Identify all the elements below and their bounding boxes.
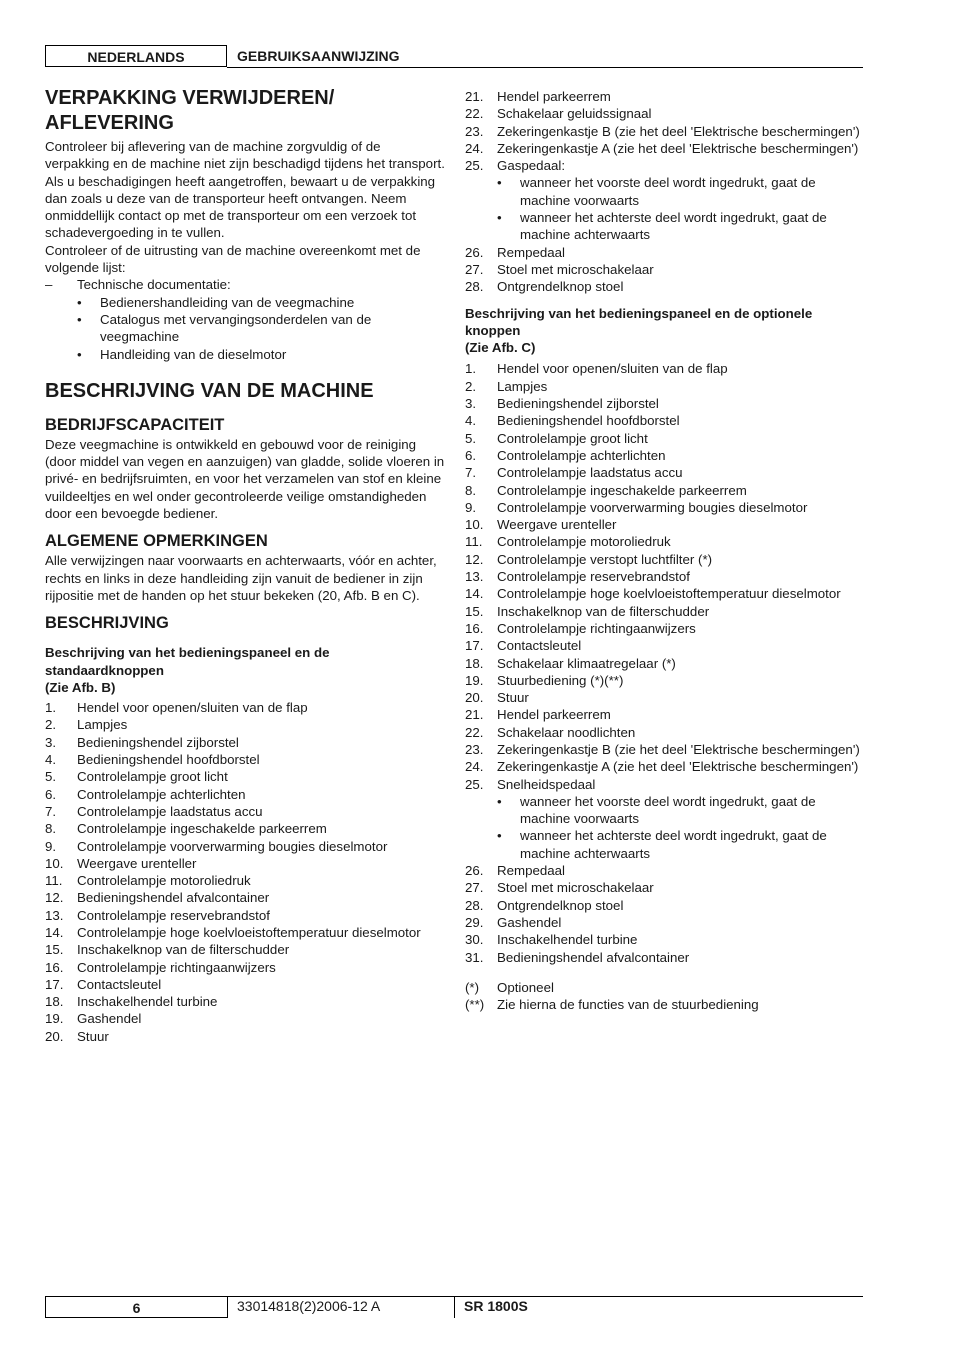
heading-capacity: BEDRIJFSCAPACITEIT (45, 415, 225, 434)
list-item-number: 4. (465, 413, 477, 429)
list-item (45, 1010, 445, 1027)
list-item-number: 7. (45, 803, 57, 819)
bullet-text: Handleiding van de dieselmotor (100, 346, 287, 362)
bullet-text: wanneer het achterste deel wordt ingedrukt, gaat de machine achterwaarts (520, 210, 827, 243)
list-item-text: Hendel parkeerrem (497, 707, 611, 723)
list-item (45, 976, 445, 993)
list-item (465, 395, 865, 412)
list-item-number: 12. (45, 890, 64, 906)
list-item-number: 13. (465, 569, 484, 585)
list-item (465, 568, 865, 585)
list-item-text: Inschakelknop van de filterschudder (497, 603, 710, 619)
list-item (465, 724, 865, 741)
list-item-number: 19. (465, 672, 484, 688)
bullet-text: Catalogus met vervangingsonderdelen van de veegmachine (100, 311, 372, 345)
list-item-number: 2. (465, 378, 477, 394)
list-item-number: 14. (465, 586, 484, 602)
list-item (465, 931, 865, 948)
list-item-text: Inschakelhendel turbine (77, 994, 218, 1010)
bullet-item (45, 311, 445, 346)
list-item-number: 1. (45, 700, 57, 716)
list-item (465, 758, 865, 775)
list-item (465, 157, 865, 174)
list-item (45, 716, 445, 733)
list-item-number: 21. (465, 707, 484, 723)
list-item-number: 31. (465, 949, 484, 965)
document-code: 33014818(2)2006-12 A (237, 1298, 381, 1314)
list-item (45, 941, 445, 958)
equipment-paragraph: Controleer of de uitrusting van de machine overeenkomt met de volgende lijst: (45, 242, 421, 276)
bullet-mark: • (497, 828, 502, 844)
list-item-text: Bedieningshendel zijborstel (497, 396, 659, 412)
list-item (45, 803, 445, 820)
list-item (45, 820, 445, 837)
list-item-number: 5. (45, 769, 57, 785)
list-item-number: 3. (45, 734, 57, 750)
bullet-mark: • (77, 294, 82, 310)
list-item (45, 993, 445, 1010)
list-item (465, 261, 865, 278)
footnote-mark: (**) (465, 997, 485, 1013)
list-item (465, 430, 865, 447)
list-item-number: 15. (465, 603, 484, 619)
list-item-text: Hendel voor openen/sluiten van de flap (77, 700, 308, 716)
list-item-number: 27. (465, 880, 484, 896)
page-header (45, 45, 863, 68)
list-item (465, 123, 865, 140)
list-item-text: Controlelampje reservebrandstof (77, 907, 270, 923)
list-item-number: 17. (45, 976, 64, 992)
list-item-text: Hendel voor openen/sluiten van de flap (497, 361, 728, 377)
list-item (465, 88, 865, 105)
heading-general: ALGEMENE OPMERKINGEN (45, 532, 268, 551)
list-item (45, 907, 445, 924)
list-item-text: Controlelampje ingeschakelde parkeerrem (77, 821, 327, 837)
panel-b-list-continued (465, 88, 865, 174)
list-item (465, 360, 865, 377)
list-item-text: Controlelampje richtingaanwijzers (77, 959, 276, 975)
list-item-text: Controlelampje richtingaanwijzers (497, 620, 696, 636)
list-item-text: Inschakelhendel turbine (497, 932, 638, 948)
list-item (45, 924, 445, 941)
page-footer (45, 1296, 863, 1318)
list-item-number: 16. (45, 959, 64, 975)
list-item (465, 378, 865, 395)
list-item (465, 741, 865, 758)
list-item-text: Bedieningshendel zijborstel (77, 734, 239, 750)
panel-c-list-end (465, 862, 865, 966)
list-item (465, 603, 865, 620)
list-item-text: Controlelampje achterlichten (77, 786, 246, 802)
list-item-number: 4. (45, 752, 57, 768)
general-paragraph: Alle verwijzingen naar voorwaarts en achterwaarts, vóór en achter, rechts en links in deze handleiding zijn vanuit de bediener in zijn rijpositie met de handen op het stuur bekeken (20, Afb. B en C). (45, 553, 437, 603)
list-item (465, 278, 865, 295)
list-item (465, 464, 865, 481)
list-item-text: Stoel met microschakelaar (497, 880, 654, 896)
list-item-number: 6. (465, 447, 477, 463)
list-item-number: 10. (465, 517, 484, 533)
footnote-mark: (*) (465, 979, 480, 995)
list-item (465, 244, 865, 261)
list-item-number: 23. (465, 123, 484, 139)
list-item-text: Controlelampje motoroliedruk (497, 534, 671, 550)
gas-pedal-bullets (465, 174, 865, 243)
list-item (465, 914, 865, 931)
list-item-text: Zekeringenkastje A (zie het deel 'Elektrische beschermingen') (497, 140, 859, 156)
list-item-number: 24. (465, 140, 484, 156)
bullet-item (465, 827, 865, 862)
list-item (465, 706, 865, 723)
list-item-number: 21. (465, 89, 484, 104)
list-item-text: Controlelampje hoge koelvloeistoftemperatuur dieselmotor (497, 586, 841, 602)
list-item-text: Snelheidspedaal (497, 776, 596, 792)
list-item (465, 105, 865, 122)
list-item-text: Bedieningshendel afvalcontainer (497, 949, 690, 965)
list-item-text: Controlelampje groot licht (497, 430, 648, 446)
list-item (465, 499, 865, 516)
list-item-text: Schakelaar klimaatregelaar (*) (497, 655, 676, 671)
list-item-number: 18. (45, 994, 64, 1010)
list-item-text: Hendel parkeerrem (497, 89, 611, 104)
list-item-number: 22. (465, 106, 484, 122)
model-name: SR 1800S (464, 1298, 528, 1314)
list-item (45, 699, 445, 716)
list-item-number: 26. (465, 244, 484, 260)
list-item-number: 26. (465, 863, 484, 879)
list-item (465, 516, 865, 533)
bullet-text: Bedienershandleiding van de veegmachine (100, 294, 355, 310)
page-number: 6 (45, 1296, 228, 1318)
list-item-text: Controlelampje achterlichten (497, 447, 666, 463)
list-item-number: 14. (45, 924, 64, 940)
list-item (465, 447, 865, 464)
list-item (465, 412, 865, 429)
list-item (465, 140, 865, 157)
header-rule (227, 67, 863, 68)
list-item-text: Controlelampje verstopt luchtfilter (*) (497, 551, 713, 567)
list-item-number: 8. (465, 482, 477, 498)
list-item (45, 1028, 445, 1045)
list-item-text: Stuur (497, 690, 529, 706)
list-item-text: Ontgrendelknop stoel (497, 897, 624, 913)
list-item-text: Controlelampje hoge koelvloeistoftemperatuur dieselmotor (77, 924, 421, 940)
list-item-text: Contactsleutel (77, 976, 162, 992)
list-item (465, 672, 865, 689)
list-item (465, 949, 865, 966)
bullet-mark: • (497, 793, 502, 809)
list-item-number: 17. (465, 638, 484, 654)
list-item-number: 6. (45, 786, 57, 802)
list-item (465, 776, 865, 793)
list-item-text: Rempedaal (497, 863, 566, 879)
list-item-text: Controlelampje voorverwarming bougies dieselmotor (77, 838, 388, 854)
bullet-mark: • (77, 346, 82, 362)
list-item-number: 5. (465, 430, 477, 446)
list-item-number: 20. (45, 1028, 64, 1044)
list-item-text: Weergave urenteller (497, 517, 617, 533)
list-item-text: Controlelampje ingeschakelde parkeerrem (497, 482, 747, 498)
list-item (45, 959, 445, 976)
heading-description: BESCHRIJVING (45, 614, 169, 633)
list-item-text: Zekeringenkastje B (zie het deel 'Elektrische beschermingen') (497, 123, 860, 139)
list-item (45, 768, 445, 785)
list-item-text: Stuur (77, 1028, 109, 1044)
list-item-text: Zekeringenkastje B (zie het deel 'Elektrische beschermingen') (497, 741, 860, 757)
list-item-number: 1. (465, 361, 477, 377)
list-item-number: 19. (45, 1011, 64, 1027)
list-item (45, 889, 445, 906)
list-item-text: Bedieningshendel hoofdborstel (77, 752, 260, 768)
footer-rule (227, 1296, 863, 1297)
list-item-text: Stoel met microschakelaar (497, 261, 654, 277)
panel-b-list (45, 699, 445, 1045)
list-item-number: 20. (465, 690, 484, 706)
list-item-text: Gashendel (77, 1011, 142, 1027)
list-item-text: Contactsleutel (497, 638, 582, 654)
list-item (465, 862, 865, 879)
unpacking-paragraph: Controleer bij aflevering van de machine zorgvuldig of de verpakking en de machine niet zijn beschadigd tijdens het transport. Als u beschadigingen heeft aangetroffen, bewaart u de verpakking dan zoals u deze van de transporteur heeft ontvangen. Neem onmiddellijk contact op met de transporteur om een verzoek tot schadevergoeding in te vullen. (45, 139, 445, 241)
list-item-text: Stuurbediening (*)(**) (497, 672, 624, 688)
dash-item-text: Technische documentatie: (77, 277, 231, 293)
list-item-text: Controlelampje reservebrandstof (497, 569, 690, 585)
list-item-number: 11. (465, 534, 483, 550)
list-item-number: 2. (45, 717, 57, 733)
list-item (465, 689, 865, 706)
bullet-text: wanneer het voorste deel wordt ingedrukt, gaat de machine voorwaarts (520, 793, 816, 827)
panel-c-list (465, 360, 865, 792)
list-item-text: Controlelampje motoroliedruk (77, 873, 251, 889)
list-item-number: 18. (465, 655, 484, 671)
list-item-number: 3. (465, 396, 477, 412)
list-item-number: 28. (465, 279, 484, 295)
list-item-text: Weergave urenteller (77, 855, 197, 871)
list-item-number: 25. (465, 776, 484, 792)
list-item (45, 751, 445, 768)
subheading-panel-b: Beschrijving van het bedieningspaneel en de standaardknoppen (45, 645, 330, 678)
dash-item: – Technische documentatie: (45, 277, 231, 293)
capacity-paragraph: Deze veegmachine is ontwikkeld en gebouwd voor de reiniging (door middel van vegen en aanzuigen) van gladde, solide vloeren in privé- en bedrijfsruimten, en voor het verzamelen van stof en kleine vuildeeltjes en wel onder gecontroleerde veilige omstandigheden door een bevoegde bediener. (45, 436, 445, 522)
list-item-number: 16. (465, 620, 484, 636)
list-item-text: Gashendel (497, 914, 562, 930)
footnotes (465, 979, 865, 1014)
language-label: NEDERLANDS (45, 45, 227, 67)
list-item-number: 23. (465, 741, 484, 757)
footnote (465, 979, 865, 996)
list-item-number: 22. (465, 724, 484, 740)
subheading-panel-b-ref: (Zie Afb. B) (45, 679, 116, 695)
documentation-list (45, 294, 445, 363)
list-item-text: Controlelampje voorverwarming bougies dieselmotor (497, 499, 808, 515)
list-item-text: Ontgrendelknop stoel (497, 279, 624, 295)
list-item-number: 8. (45, 821, 57, 837)
list-item (45, 872, 445, 889)
subheading-panel-c: Beschrijving van het bedieningspaneel en de optionele knoppen (465, 305, 813, 338)
footer-separator (454, 1296, 455, 1318)
list-item (45, 786, 445, 803)
footnote-text: Zie hierna de functies van de stuurbediening (497, 997, 759, 1013)
list-item (465, 637, 865, 654)
list-item (465, 655, 865, 672)
list-item (45, 838, 445, 855)
bullet-text: wanneer het achterste deel wordt ingedrukt, gaat de machine achterwaarts (520, 828, 827, 861)
speed-pedal-bullets (465, 793, 865, 862)
list-item-text: Controlelampje laadstatus accu (497, 465, 683, 481)
list-item (45, 734, 445, 751)
left-column (45, 86, 445, 1045)
list-item (465, 551, 865, 568)
bullet-mark: • (77, 311, 82, 327)
list-item-number: 25. (465, 158, 484, 174)
heading-machine: BESCHRIJVING VAN DE MACHINE (45, 379, 374, 402)
list-item (465, 482, 865, 499)
bullet-item (45, 294, 445, 311)
footnote-text: Optioneel (497, 979, 554, 995)
list-item-number: 9. (465, 499, 477, 515)
list-item (465, 585, 865, 602)
list-item-text: Bedieningshendel afvalcontainer (77, 890, 270, 906)
list-item-number: 13. (45, 907, 64, 923)
list-item-number: 7. (465, 465, 477, 481)
bullet-mark: • (497, 210, 502, 226)
list-item-number: 12. (465, 551, 484, 567)
heading-unpacking-line1: VERPAKKING VERWIJDEREN/ (45, 87, 335, 109)
header-title: GEBRUIKSAANWIJZING (237, 48, 400, 64)
list-item-number: 24. (465, 759, 484, 775)
list-item (465, 533, 865, 550)
list-item-text: Controlelampje groot licht (77, 769, 228, 785)
list-item-number: 28. (465, 897, 484, 913)
list-item-number: 27. (465, 261, 484, 277)
list-item-number: 30. (465, 932, 484, 948)
bullet-item (465, 174, 865, 209)
list-item-number: 15. (45, 942, 64, 958)
list-item-number: 11. (45, 873, 63, 889)
list-item-text: Bedieningshendel hoofdborstel (497, 413, 680, 429)
bullet-text: wanneer het voorste deel wordt ingedrukt, gaat de machine voorwaarts (520, 175, 816, 208)
right-column (465, 88, 865, 1013)
list-item (45, 855, 445, 872)
list-item-text: Controlelampje laadstatus accu (77, 803, 263, 819)
list-item-number: 29. (465, 914, 484, 930)
list-item (465, 897, 865, 914)
list-item-number: 9. (45, 838, 57, 854)
list-item-number: 10. (45, 855, 64, 871)
list-item-text: Gaspedaal: (497, 158, 566, 174)
list-item-text: Lampjes (497, 378, 548, 394)
list-item-text: Zekeringenkastje A (zie het deel 'Elektrische beschermingen') (497, 759, 859, 775)
list-item-text: Rempedaal (497, 244, 566, 260)
list-item (465, 620, 865, 637)
heading-unpacking-line2: AFLEVERING (45, 112, 174, 134)
list-item-text: Schakelaar noodlichten (497, 724, 636, 740)
panel-b-list-end (465, 244, 865, 296)
list-item-text: Inschakelknop van de filterschudder (77, 942, 290, 958)
subheading-panel-c-ref: (Zie Afb. C) (465, 340, 536, 356)
list-item-text: Lampjes (77, 717, 128, 733)
list-item (465, 879, 865, 896)
bullet-item (465, 209, 865, 244)
bullet-mark: • (497, 175, 502, 191)
list-item-text: Schakelaar geluidssignaal (497, 106, 652, 122)
bullet-item (45, 346, 445, 363)
footnote (465, 996, 865, 1013)
bullet-item (465, 793, 865, 828)
